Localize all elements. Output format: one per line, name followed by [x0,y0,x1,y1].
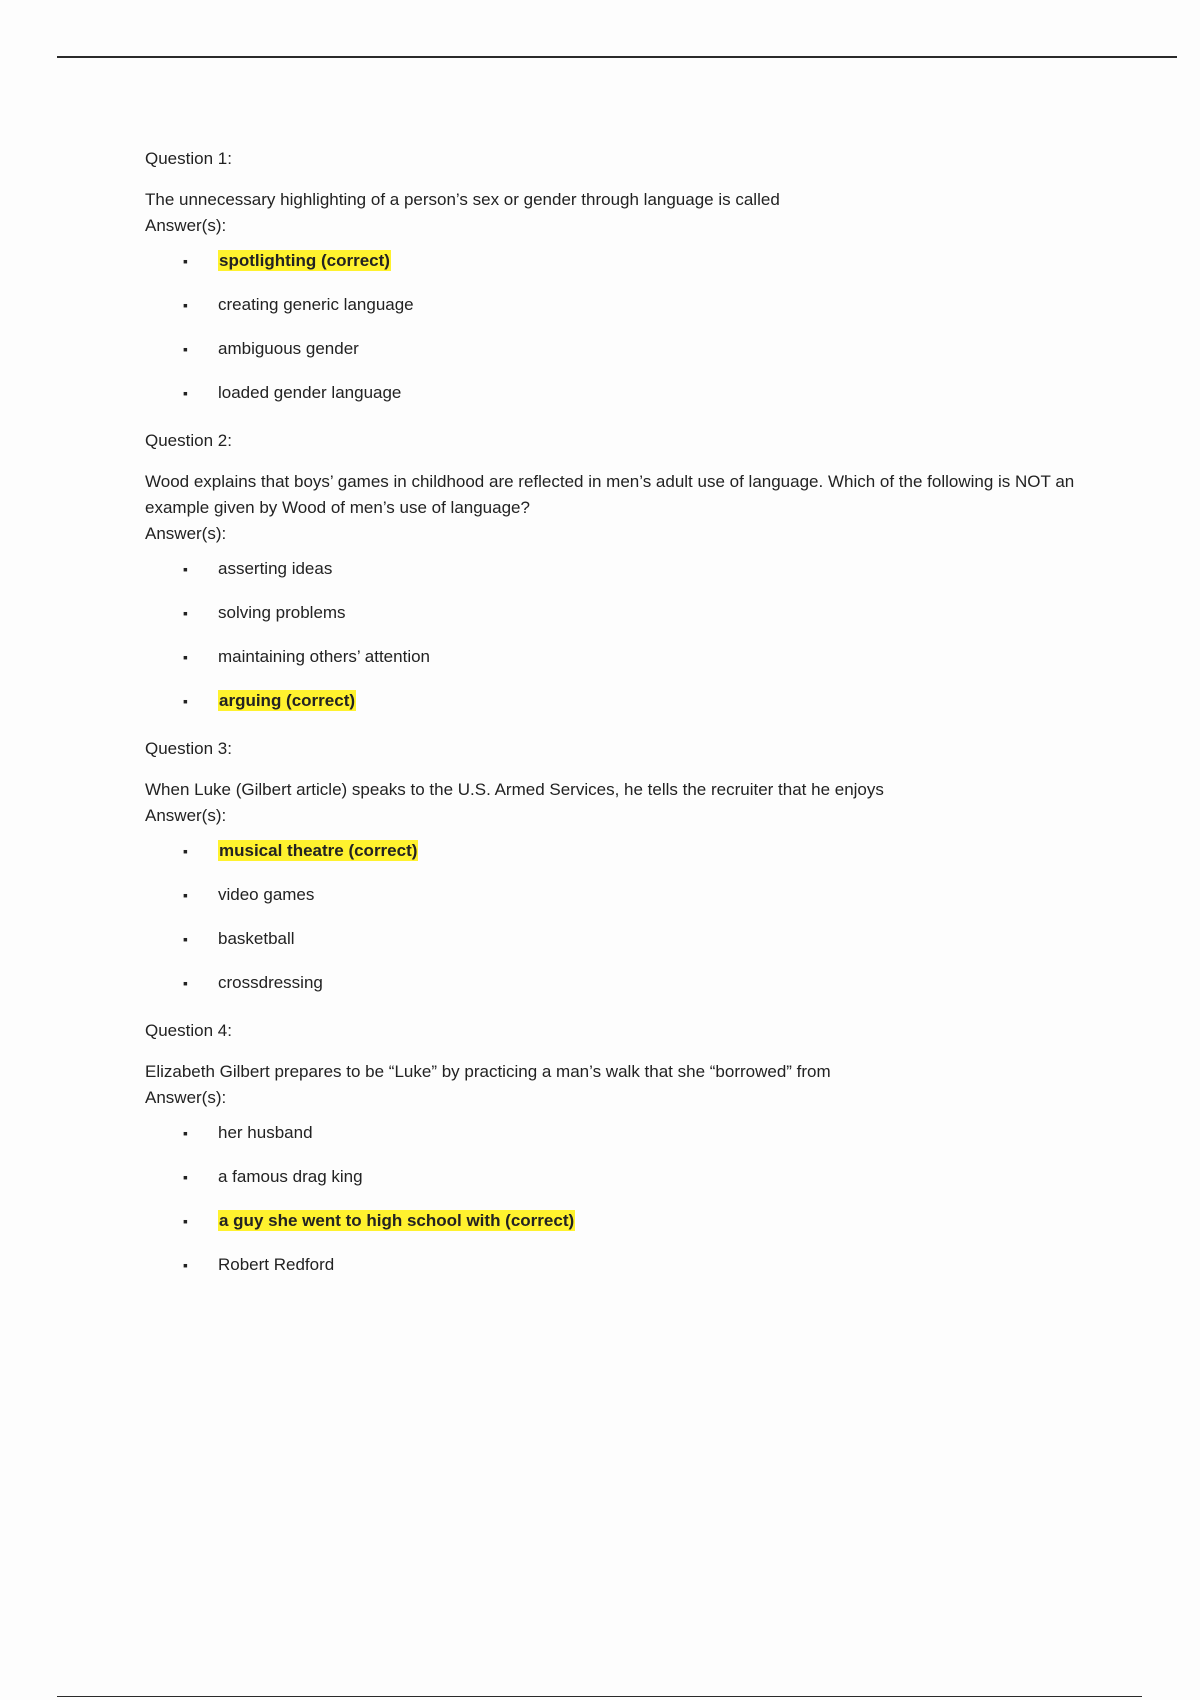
answer-item [145,1165,1085,1209]
question-heading: Question 4: [145,1021,232,1040]
bullet-icon: ▪ [183,341,188,357]
bullet-icon: ▪ [183,975,188,991]
question-heading: Question 3: [145,739,232,758]
bullet-icon: ▪ [183,1257,188,1273]
question-3 [145,737,1085,1015]
bullet-icon: ▪ [183,843,188,859]
answer-label: maintaining others’ attention [218,647,431,666]
answer-list [145,249,1085,425]
answer-item-correct [145,1209,1085,1253]
answer-label: solving problems [218,603,346,622]
answer-item [145,927,1085,971]
answer-item [145,883,1085,927]
answer-item [145,971,1085,1015]
bullet-icon: ▪ [183,887,188,903]
bullet-icon: ▪ [183,1213,188,1229]
bottom-rule [57,1696,1142,1697]
question-1 [145,147,1085,425]
answer-item [145,293,1085,337]
answer-item [145,1121,1085,1165]
answer-label: loaded gender language [218,383,402,402]
bullet-icon: ▪ [183,1169,188,1185]
question-heading: Question 2: [145,431,232,450]
answer-item [145,645,1085,689]
bullet-icon: ▪ [183,253,188,269]
question-heading: Question 1: [145,149,232,168]
answer-label: a famous drag king [218,1167,363,1186]
answers-label: Answer(s): [145,1088,227,1107]
quiz-content [145,147,1085,1301]
answer-label: video games [218,885,315,904]
answer-item [145,601,1085,645]
answer-label: arguing (correct) [219,691,356,710]
answer-list [145,1121,1085,1297]
answer-list [145,557,1085,733]
question-4 [145,1019,1085,1297]
answer-list [145,839,1085,1015]
answer-label: Robert Redford [218,1255,335,1274]
answer-label: musical theatre (correct) [219,841,418,860]
answer-label: ambiguous gender [218,339,359,358]
answers-label: Answer(s): [145,216,227,235]
bullet-icon: ▪ [183,649,188,665]
top-rule [57,56,1177,58]
bullet-icon: ▪ [183,561,188,577]
answer-label: basketball [218,929,295,948]
bullet-icon: ▪ [183,931,188,947]
bullet-icon: ▪ [183,297,188,313]
bullet-icon: ▪ [183,605,188,621]
question-text: Elizabeth Gilbert prepares to be “Luke” by practicing a man’s walk that she “borrowed” from [145,1062,831,1081]
answer-item [145,381,1085,425]
answer-label: creating generic language [218,295,414,314]
answer-item-correct [145,689,1085,733]
answer-label: a guy she went to high school with (correct) [219,1211,575,1230]
answer-label: asserting ideas [218,559,333,578]
question-text: Wood explains that boys’ games in childhood are reflected in men’s adult use of language. Which of the following is NOT an example given by Wood of men’s use of language? [145,472,1075,517]
answer-label: crossdressing [218,973,323,992]
bullet-icon: ▪ [183,693,188,709]
bullet-icon: ▪ [183,385,188,401]
question-2 [145,429,1085,733]
question-text: When Luke (Gilbert article) speaks to the U.S. Armed Services, he tells the recruiter that he enjoys [145,780,884,799]
answer-label: spotlighting (correct) [219,251,390,270]
answer-label: her husband [218,1123,313,1142]
bullet-icon: ▪ [183,1125,188,1141]
answer-item [145,557,1085,601]
answers-label: Answer(s): [145,524,227,543]
answers-label: Answer(s): [145,806,227,825]
answer-item [145,1253,1085,1297]
question-text: The unnecessary highlighting of a person’s sex or gender through language is called [145,190,780,209]
answer-item-correct [145,839,1085,883]
answer-item [145,337,1085,381]
answer-item-correct [145,249,1085,293]
